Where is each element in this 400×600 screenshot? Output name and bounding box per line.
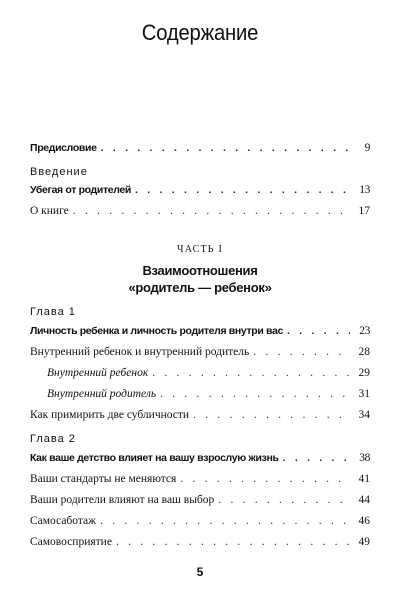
toc-entry-label: Как примирить две субличности [30, 409, 190, 421]
toc-entry-page: 23 [359, 325, 370, 337]
leader-dots [180, 471, 350, 487]
leader-dots [287, 323, 350, 339]
toc-entry-ch1-5[interactable] [30, 407, 370, 423]
toc-entry-label: Самовосприятие [30, 536, 112, 548]
toc-entry-label: Внутренний ребенок [47, 367, 149, 379]
toc-entry-preface[interactable] [30, 140, 370, 156]
leader-dots [101, 140, 350, 156]
toc-entry-page: 17 [358, 205, 370, 217]
toc-entry-ch1-4[interactable] [30, 386, 370, 402]
toc-entry-page: 44 [358, 494, 370, 506]
page-title: Содержание [141, 20, 259, 45]
toc-entry-page: 9 [364, 142, 370, 154]
part-title-line1: Взаимоотношения [142, 263, 258, 278]
leader-dots [135, 182, 350, 198]
toc-entry-label: Убегая от родителей [30, 184, 132, 196]
toc-entry-ch1-2[interactable] [30, 344, 370, 360]
toc-entry-ch1-3[interactable] [30, 365, 370, 381]
toc-entry-ch2-3[interactable] [30, 492, 370, 508]
page-number: 5 [196, 565, 204, 579]
leader-dots [100, 513, 350, 529]
leader-dots [160, 386, 350, 402]
toc-entry-ch2-5[interactable] [30, 534, 370, 550]
part-title-line2: «родитель — ребенок» [128, 280, 272, 295]
toc-entry-ch2-2[interactable] [30, 471, 370, 487]
toc-entry-ch2-4[interactable] [30, 513, 370, 529]
toc-entry-ch1-1[interactable] [30, 323, 370, 339]
toc-entry-label: Ваши стандарты не меняются [30, 473, 177, 485]
toc-entry-label: Личность ребенка и личность родителя внутри вас [30, 325, 283, 337]
part-label: ЧАСТЬ I [177, 244, 223, 255]
toc-entry-page: 49 [358, 536, 370, 548]
toc-entry-ch2-1[interactable] [30, 450, 370, 466]
toc-entry-page: 38 [359, 452, 370, 464]
leader-dots [218, 492, 350, 508]
toc-entry-label: Как ваше детство влияет на вашу взрослую жизнь [30, 452, 279, 464]
leader-dots [193, 407, 350, 423]
chapter-heading-2: Глава 2 [30, 433, 76, 445]
toc-entry-label: О книге [30, 205, 69, 217]
leader-dots [283, 450, 350, 466]
toc-entry-label: Ваши родители влияют на ваш выбор [30, 494, 215, 506]
leader-dots [152, 365, 350, 381]
toc-entry-page: 28 [358, 346, 370, 358]
toc-entry-page: 46 [358, 515, 370, 527]
toc-entry-label: Внутренний ребенок и внутренний родитель [30, 346, 250, 358]
leader-dots [116, 534, 350, 550]
leader-dots [253, 344, 350, 360]
toc-entry-label: Предисловие [30, 142, 97, 154]
toc-entry-label: Внутренний родитель [47, 388, 157, 400]
toc-entry-page: 31 [358, 388, 370, 400]
toc-entry-page: 41 [358, 473, 370, 485]
toc-entry-page: 34 [358, 409, 370, 421]
toc-entry-page: 13 [359, 184, 370, 196]
section-heading-intro: Введение [30, 166, 88, 178]
toc-entry-label: Самосаботаж [30, 515, 97, 527]
toc-entry-page: 29 [358, 367, 370, 379]
leader-dots [73, 203, 350, 219]
chapter-heading-1: Глава 1 [30, 306, 76, 318]
toc-entry-about-book[interactable] [30, 203, 370, 219]
toc-entry-running-from-parents[interactable] [30, 182, 370, 198]
